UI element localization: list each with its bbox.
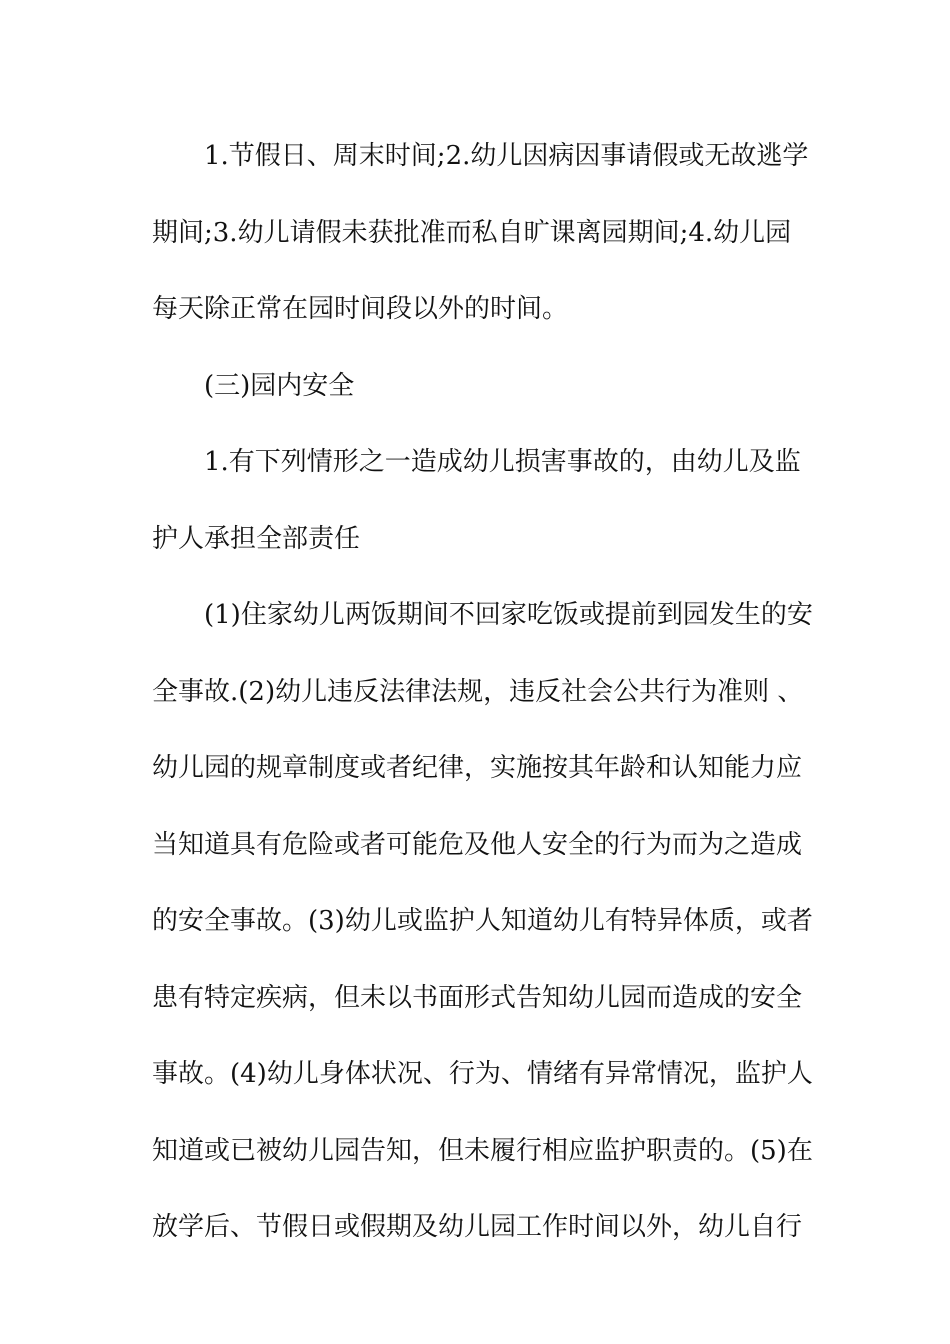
text-line: 全事故.(2)幼儿违反法律法规，违反社会公共行为准则 、: [152, 676, 804, 707]
text-line: 放学后、节假日或假期及幼儿园工作时间以外，幼儿自行: [152, 1212, 803, 1242]
section-heading: (三)园内安全: [204, 370, 355, 401]
text-line: 1.有下列情形之一造成幼儿损害事故的，由幼儿及监: [204, 447, 801, 477]
document-body: [152, 118, 812, 1266]
text-line: 的安全事故。(3)幼儿或监护人知道幼儿有特异体质，或者: [152, 906, 813, 936]
text-line: 事故。(4)幼儿身体状况、行为、情绪有异常情况，监护人: [152, 1059, 813, 1089]
text-line: (1)住家幼儿两饭期间不回家吃饭或提前到园发生的安: [204, 600, 813, 630]
text-line: 1.节假日、周末时间;2.幼儿因病因事请假或无故逃学: [204, 141, 809, 171]
text-line: 知道或已被幼儿园告知，但未履行相应监护职责的。(5)在: [152, 1135, 813, 1166]
text-line: 患有特定疾病，但未以书面形式告知幼儿园而造成的安全: [152, 982, 803, 1013]
text-line: 期间;3.幼儿请假未获批准而私自旷课离园期间;4.幼儿园: [152, 217, 792, 248]
text-line: 每天除正常在园时间段以外的时间。: [152, 294, 569, 324]
text-line: 幼儿园的规章制度或者纪律，实施按其年龄和认知能力应: [152, 753, 803, 783]
text-line: 护人承担全部责任: [152, 523, 361, 554]
text-line: 当知道具有危险或者可能危及他人安全的行为而为之造成: [152, 829, 803, 860]
